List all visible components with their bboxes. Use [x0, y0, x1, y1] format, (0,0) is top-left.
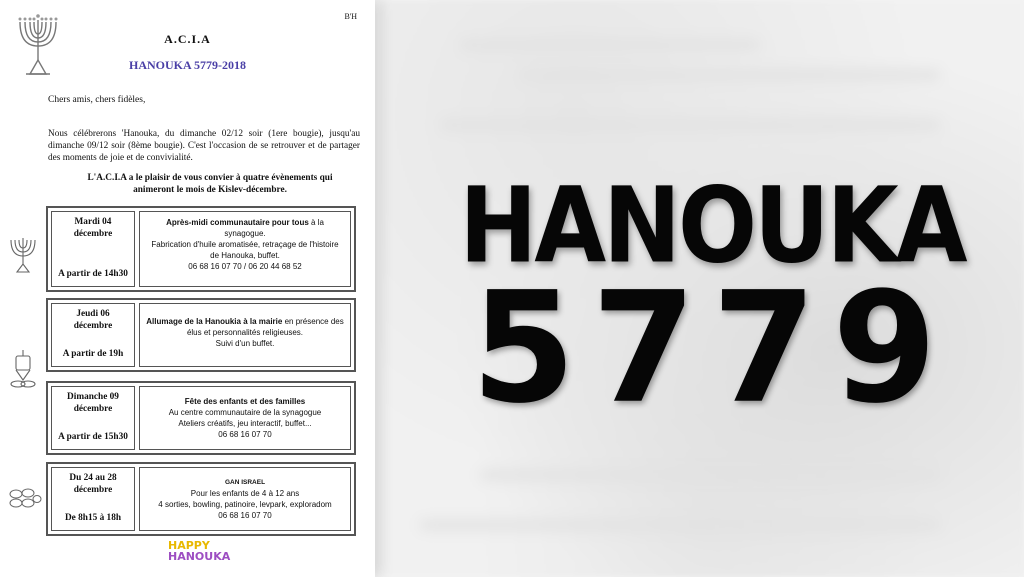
event-description: [139, 467, 351, 531]
event-time: A partir de 14h30: [58, 269, 128, 279]
happy-line2: HANOUKA: [168, 550, 231, 563]
event-month: décembre: [73, 321, 113, 331]
happy-hanouka-logo: [168, 540, 230, 562]
event-month: décembre: [73, 229, 113, 239]
event-details: Pour les enfants de 4 à 12 ans: [190, 489, 300, 498]
event-details: Suivi d'un buffet.: [215, 339, 275, 348]
org-name: A.C.I.A: [164, 32, 211, 46]
event-date: [51, 386, 135, 450]
event-heading: Fête des enfants et des familles: [184, 397, 306, 406]
intro-paragraph: Nous célébrerons 'Hanouka, du dimanche 02/12 soir (1ere bougie), jusqu'au dimanche 09/12 soir (8ème bougie). C'est l'occasion de se retrouver et de partager des moments de joie et de convivialité.: [48, 129, 360, 163]
event-month: décembre: [73, 404, 113, 414]
hanoukia-icon: [8, 232, 38, 274]
event-time: A partir de 19h: [62, 349, 124, 359]
invitation-text: L'A.C.I.A a le plaisir de vous convier à quatre évènements qui animeront le mois de Kislev-décembre.: [87, 173, 333, 195]
event-phone: 06 68 16 07 70: [218, 511, 272, 520]
event-day: Jeudi 06: [76, 309, 110, 319]
event-description: [139, 303, 351, 367]
event-date: [51, 211, 135, 287]
event-details-extra: Ateliers créatifs, jeu interactif, buffet...: [178, 419, 312, 428]
flyer-document: [0, 0, 375, 577]
event-month: décembre: [73, 485, 113, 495]
event-card: [46, 298, 356, 372]
event-phone: 06 68 16 07 70 / 06 20 44 68 52: [188, 262, 302, 271]
event-details: Fabrication d'huile aromatisée, retraçage de l'histoire de Hanouka, buffet.: [151, 240, 339, 260]
bh-mark: B'H: [344, 12, 357, 21]
event-description: [139, 211, 351, 287]
event-card: [46, 462, 356, 536]
event-details: Au centre communautaire de la synagogue: [168, 408, 322, 417]
flyer-title: HANOUKA 5779-2018: [129, 58, 246, 72]
event-date: [51, 467, 135, 531]
event-card: [46, 206, 356, 292]
headline-title: HANOUKA: [459, 165, 965, 287]
event-day: Du 24 au 28: [69, 473, 117, 483]
event-description: [139, 386, 351, 450]
event-heading: Allumage de la Hanoukia à la mairie: [146, 317, 283, 326]
sufganiyot-icon: [8, 484, 42, 510]
event-date: [51, 303, 135, 367]
event-day: Dimanche 09: [67, 392, 119, 402]
event-heading: Après-midi communautaire pour tous: [166, 218, 309, 227]
happy-line1: HAPPY: [168, 539, 210, 552]
dreidel-icon: [8, 348, 38, 388]
headline-year: 5779: [471, 259, 953, 438]
event-time: De 8h15 à 18h: [64, 513, 122, 523]
event-day: Mardi 04: [74, 217, 112, 227]
event-heading-rest: à la synagogue.: [224, 218, 324, 238]
event-heading-rest: en présence des élus et personnalités religieuses.: [186, 317, 344, 337]
event-time: A partir de 15h30: [58, 432, 128, 442]
greeting: Chers amis, chers fidèles,: [48, 95, 146, 105]
event-heading: GAN ISRAEL: [224, 479, 266, 486]
event-card: [46, 381, 356, 455]
event-phone: 06 68 16 07 70: [218, 430, 272, 439]
event-details-extra: 4 sorties, bowling, patinoire, levpark, exploradom: [158, 500, 332, 509]
